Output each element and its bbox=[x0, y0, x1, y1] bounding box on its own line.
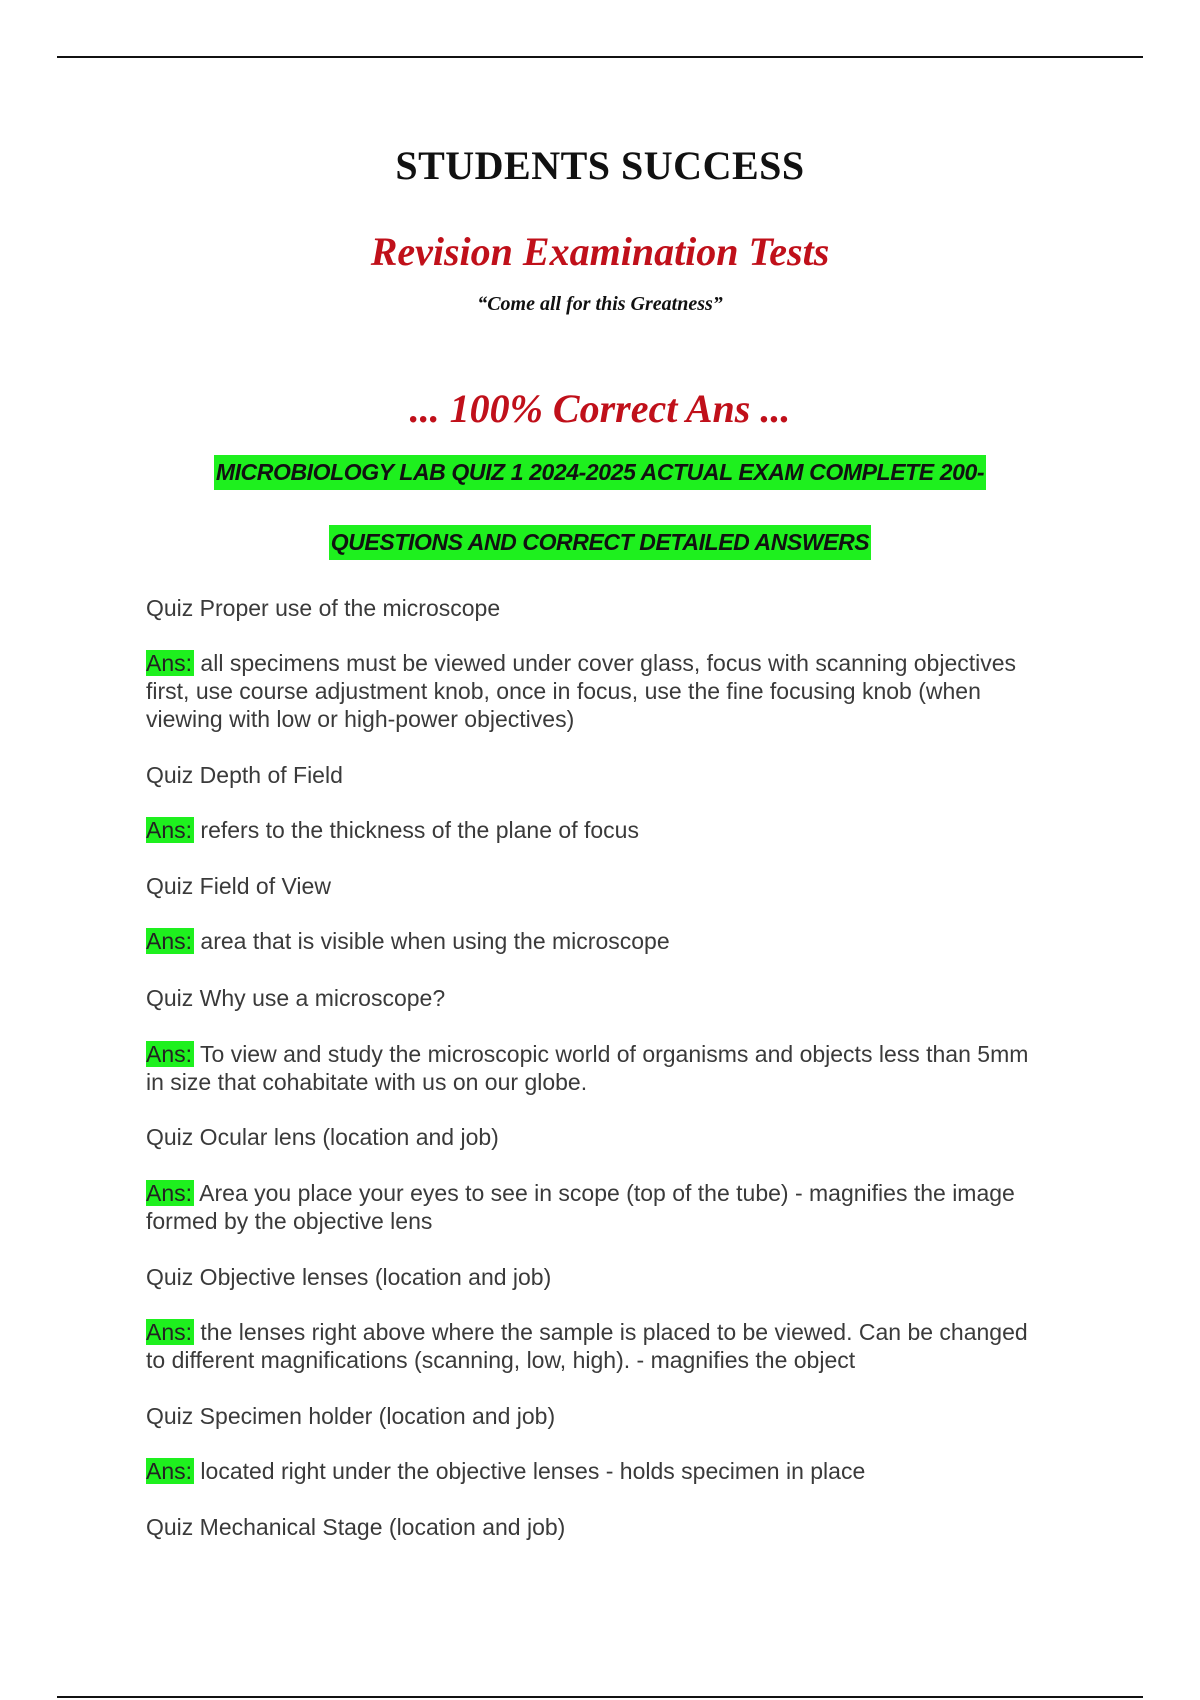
answer-text: all specimens must be viewed under cover glass, focus with scanning objectives first, use course adjustment knob, once in focus, use the fine focusing knob (when viewing with low or high-power objectives) bbox=[146, 650, 1017, 732]
question: Quiz Ocular lens (location and job) bbox=[146, 1124, 499, 1150]
question: Quiz Proper use of the microscope bbox=[146, 595, 501, 621]
top-rule bbox=[57, 56, 1143, 58]
answer bbox=[146, 816, 1046, 844]
answer-label: Ans: bbox=[146, 1180, 193, 1206]
answer-text: located right under the objective lenses - holds specimen in place bbox=[200, 1458, 866, 1484]
answer bbox=[146, 1318, 1046, 1374]
answer-label: Ans: bbox=[146, 650, 193, 676]
question: Quiz Specimen holder (location and job) bbox=[146, 1403, 556, 1429]
answer-label: Ans: bbox=[146, 1458, 193, 1484]
question: Quiz Depth of Field bbox=[146, 762, 343, 788]
page-title: STUDENTS SUCCESS bbox=[395, 143, 805, 188]
exam-banner-line-2 bbox=[0, 525, 1200, 560]
answer-label: Ans: bbox=[146, 817, 193, 843]
correct-answers-heading: ... 100% Correct Ans ... bbox=[409, 386, 791, 431]
answer bbox=[146, 927, 1046, 955]
answer-label: Ans: bbox=[146, 1041, 193, 1067]
exam-banner-text-2: QUESTIONS AND CORRECT DETAILED ANSWERS bbox=[329, 525, 872, 560]
question: Quiz Mechanical Stage (location and job) bbox=[146, 1514, 566, 1540]
tagline: “Come all for this Greatness” bbox=[477, 293, 723, 315]
question: Quiz Objective lenses (location and job) bbox=[146, 1264, 552, 1290]
answer-label: Ans: bbox=[146, 1319, 193, 1345]
answer-text: To view and study the microscopic world of organisms and objects less than 5mm in size that cohabitate with us on our globe. bbox=[146, 1041, 1029, 1095]
answer-text: area that is visible when using the microscope bbox=[200, 928, 670, 954]
question: Quiz Why use a microscope? bbox=[146, 985, 446, 1011]
answer bbox=[146, 1040, 1046, 1096]
exam-banner-text-1: MICROBIOLOGY LAB QUIZ 1 2024-2025 ACTUAL EXAM COMPLETE 200- bbox=[214, 455, 986, 490]
exam-banner-line-1 bbox=[0, 455, 1200, 490]
question: Quiz Field of View bbox=[146, 873, 331, 899]
page-subtitle: Revision Examination Tests bbox=[370, 229, 830, 274]
answer-text: the lenses right above where the sample is placed to be viewed. Can be changed to different magnifications (scanning, low, high). - magnifies the object bbox=[146, 1319, 1028, 1373]
answer bbox=[146, 649, 1046, 733]
answer-label: Ans: bbox=[146, 928, 193, 954]
answer bbox=[146, 1457, 1046, 1485]
answer-text: refers to the thickness of the plane of focus bbox=[200, 817, 639, 843]
answer bbox=[146, 1179, 1046, 1235]
bottom-rule bbox=[57, 1696, 1143, 1698]
answer-text: Area you place your eyes to see in scope (top of the tube) - magnifies the image formed by the objective lens bbox=[146, 1180, 1015, 1234]
